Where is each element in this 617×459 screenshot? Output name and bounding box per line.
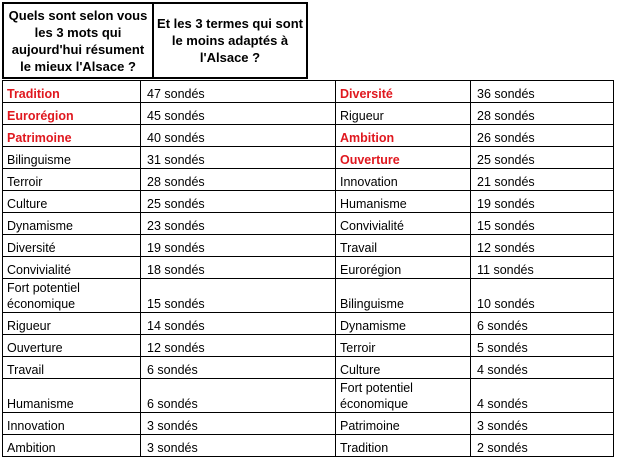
least-count-cell: 11 sondés [471,257,614,279]
best-count-cell: 12 sondés [141,335,336,357]
table-row [3,235,614,257]
table-row [3,81,614,103]
table-row [3,103,614,125]
least-term-cell: Terroir [336,335,471,357]
header-best-words: Quels sont selon vous les 3 mots qui aujourd'hui résument le mieux l'Alsace ? [2,2,154,79]
best-count-cell: 25 sondés [141,191,336,213]
least-count-cell: 28 sondés [471,103,614,125]
best-count-cell: 31 sondés [141,147,336,169]
least-count-cell: 26 sondés [471,125,614,147]
least-term-cell: Patrimoine [336,413,471,435]
least-count-cell: 3 sondés [471,413,614,435]
table-row [3,147,614,169]
best-term-cell: Fort potentiel économique [3,279,141,313]
best-count-cell: 45 sondés [141,103,336,125]
least-term-cell: Diversité [336,81,471,103]
best-term-cell: Culture [3,191,141,213]
least-term-cell: Humanisme [336,191,471,213]
best-count-cell: 3 sondés [141,435,336,457]
least-term-cell: Culture [336,357,471,379]
least-count-cell: 36 sondés [471,81,614,103]
best-term-cell: Patrimoine [3,125,141,147]
table-row [3,413,614,435]
best-count-cell: 14 sondés [141,313,336,335]
best-count-cell: 6 sondés [141,379,336,413]
least-term-cell: Ambition [336,125,471,147]
least-count-cell: 19 sondés [471,191,614,213]
best-count-cell: 47 sondés [141,81,336,103]
least-count-cell: 4 sondés [471,357,614,379]
best-count-cell: 28 sondés [141,169,336,191]
best-count-cell: 3 sondés [141,413,336,435]
table-row [3,313,614,335]
least-term-cell: Convivialité [336,213,471,235]
best-term-cell: Terroir [3,169,141,191]
table-row [3,279,614,313]
least-count-cell: 12 sondés [471,235,614,257]
best-term-cell: Ouverture [3,335,141,357]
least-term-cell: Rigueur [336,103,471,125]
best-count-cell: 19 sondés [141,235,336,257]
best-term-cell: Eurorégion [3,103,141,125]
table-row [3,191,614,213]
survey-table [2,80,614,457]
least-count-cell: 6 sondés [471,313,614,335]
best-term-cell: Rigueur [3,313,141,335]
best-term-cell: Innovation [3,413,141,435]
best-term-cell: Ambition [3,435,141,457]
least-count-cell: 10 sondés [471,279,614,313]
table-row [3,435,614,457]
least-term-cell: Bilinguisme [336,279,471,313]
least-count-cell: 21 sondés [471,169,614,191]
best-count-cell: 18 sondés [141,257,336,279]
best-term-cell: Travail [3,357,141,379]
least-count-cell: 5 sondés [471,335,614,357]
least-count-cell: 2 sondés [471,435,614,457]
table-row [3,213,614,235]
table-row [3,379,614,413]
best-term-cell: Diversité [3,235,141,257]
table-row [3,357,614,379]
best-term-cell: Bilinguisme [3,147,141,169]
least-term-cell: Fort potentiel économique [336,379,471,413]
least-term-cell: Travail [336,235,471,257]
best-count-cell: 6 sondés [141,357,336,379]
least-term-cell: Innovation [336,169,471,191]
least-term-cell: Tradition [336,435,471,457]
least-term-cell: Dynamisme [336,313,471,335]
best-count-cell: 23 sondés [141,213,336,235]
table-row [3,125,614,147]
least-count-cell: 4 sondés [471,379,614,413]
best-term-cell: Dynamisme [3,213,141,235]
header-least-adapted: Et les 3 termes qui sont le moins adaptés à l'Alsace ? [152,2,308,79]
least-count-cell: 15 sondés [471,213,614,235]
table-row [3,169,614,191]
table-row [3,257,614,279]
best-term-cell: Convivialité [3,257,141,279]
least-term-cell: Eurorégion [336,257,471,279]
best-term-cell: Humanisme [3,379,141,413]
least-term-cell: Ouverture [336,147,471,169]
best-count-cell: 40 sondés [141,125,336,147]
table-row [3,335,614,357]
least-count-cell: 25 sondés [471,147,614,169]
best-term-cell: Tradition [3,81,141,103]
best-count-cell: 15 sondés [141,279,336,313]
